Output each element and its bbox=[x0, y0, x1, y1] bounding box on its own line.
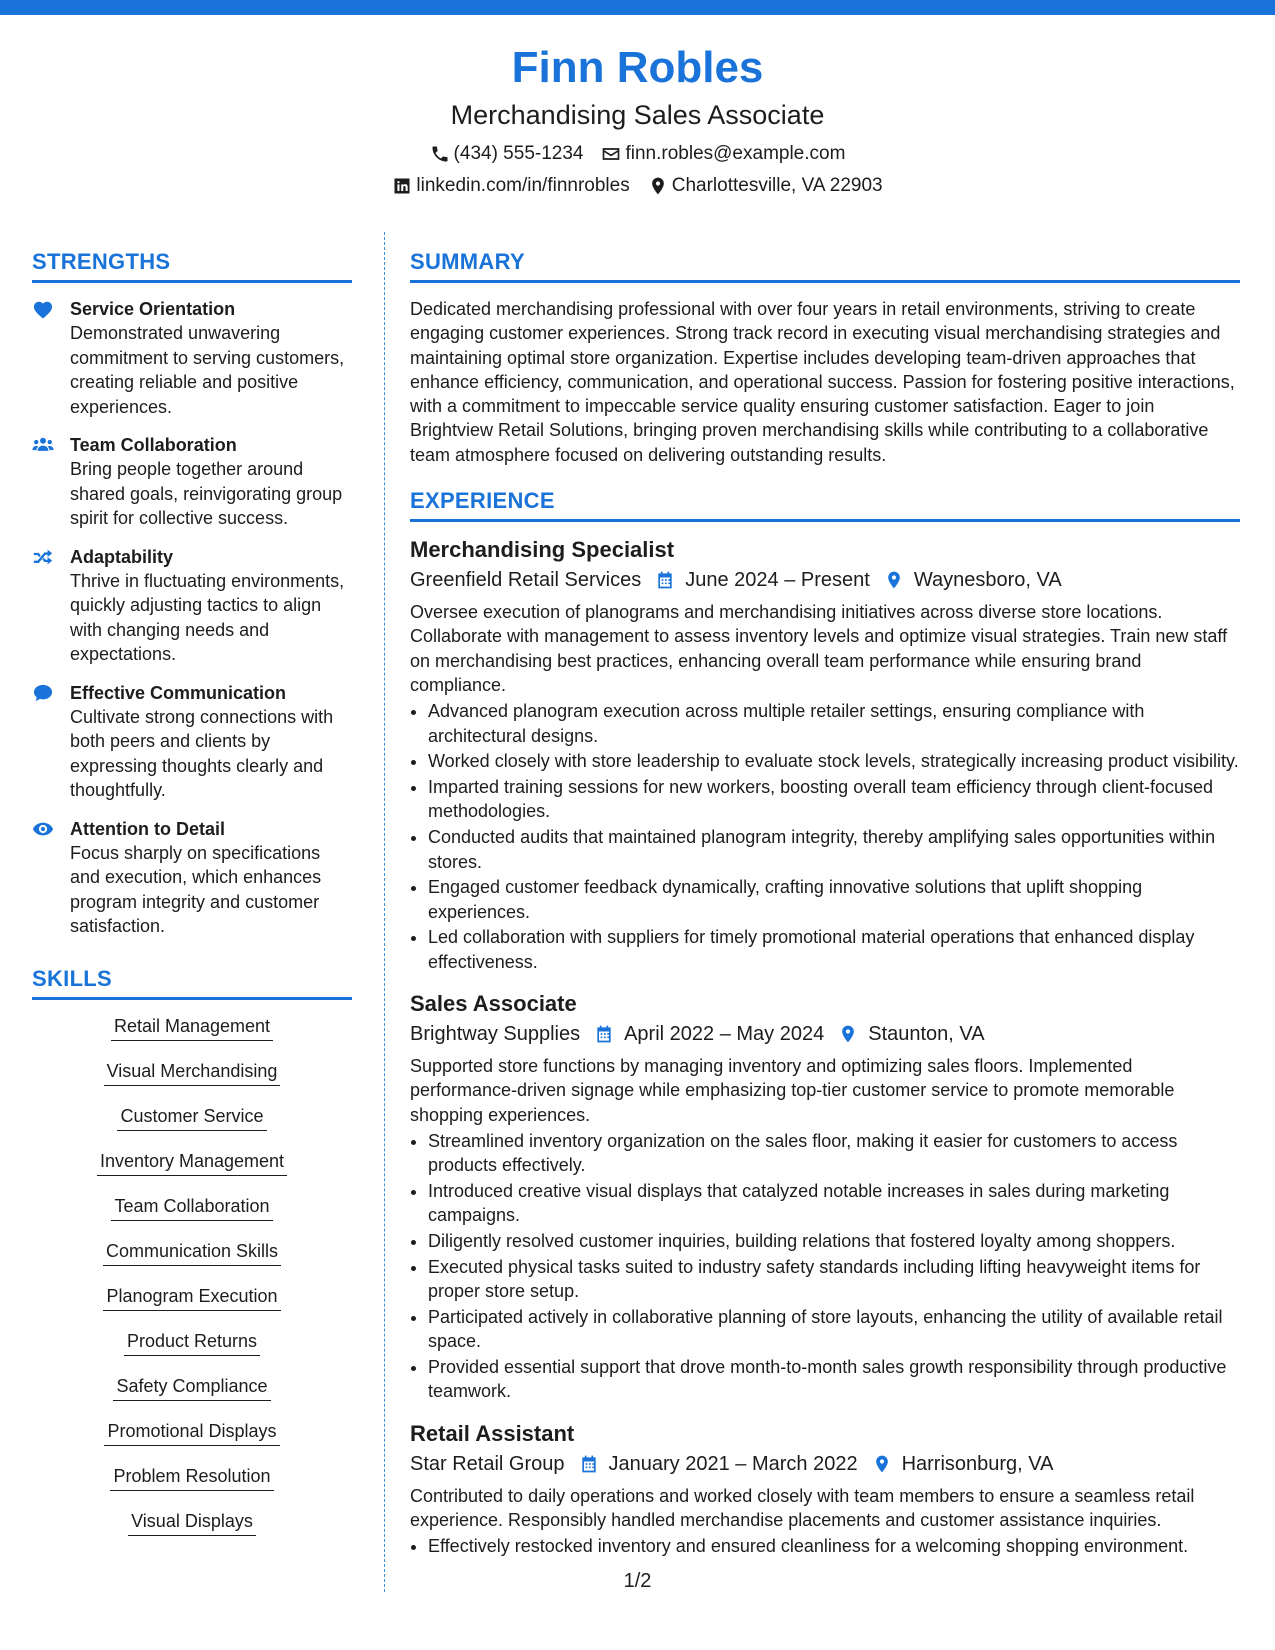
list-item: • Executed physical tasks suited to industry safety standards including lifting heavyweight items for proper store setup. bbox=[428, 1255, 1240, 1304]
job-dates: January 2021 – March 2022 bbox=[608, 1452, 858, 1475]
location-text: Charlottesville, VA 22903 bbox=[671, 175, 883, 196]
map-pin-icon bbox=[838, 1024, 858, 1044]
candidate-name: Finn Robles bbox=[511, 43, 764, 92]
right-column bbox=[410, 248, 1240, 1575]
job-location: Staunton, VA bbox=[868, 1023, 985, 1046]
strengths-heading: STRENGTHS bbox=[32, 248, 352, 283]
skill-tag: Retail Management bbox=[111, 1014, 273, 1041]
skill-tag: Problem Resolution bbox=[110, 1464, 273, 1491]
list-item: • Provided essential support that drove month-to-month sales growth responsibility through productive teamwork. bbox=[428, 1355, 1240, 1404]
strength-item bbox=[32, 433, 352, 531]
job-description: Contributed to daily operations and worked closely with team members to ensure a seamless retail experience. Responsibly handled merchandise placements and customer assistance inquiries. bbox=[410, 1485, 1195, 1530]
job-meta bbox=[410, 1020, 1240, 1048]
list-item: • Participated actively in collaborative planning of store layouts, enhancing the utility of available retail space. bbox=[428, 1305, 1240, 1354]
top-accent-bar bbox=[0, 0, 1275, 15]
heart-icon bbox=[32, 299, 54, 319]
list-item: • Advanced planogram execution across multiple retailer settings, ensuring compliance with architectural designs. bbox=[428, 699, 1240, 748]
linkedin-text: linkedin.com/in/finnrobles bbox=[416, 175, 630, 196]
experience-heading: EXPERIENCE bbox=[410, 487, 1240, 522]
list-item: • Imparted training sessions for new workers, boosting overall team efficiency through client-focused methodologies. bbox=[428, 775, 1240, 824]
job-bullets bbox=[410, 1534, 1240, 1558]
phone-icon bbox=[430, 144, 450, 164]
job-entry bbox=[410, 536, 1240, 974]
calendar-icon bbox=[579, 1454, 599, 1474]
map-pin-icon bbox=[648, 176, 668, 196]
job-meta bbox=[410, 566, 1240, 594]
contact-email[interactable] bbox=[601, 142, 845, 166]
job-role: Sales Associate bbox=[410, 991, 577, 1017]
chat-icon bbox=[32, 683, 54, 703]
strength-item bbox=[32, 681, 352, 803]
summary-text: Dedicated merchandising professional with over four years in retail environments, striving to create engaging customer experiences. Strong track record in executing visual merchandising strategies and maintaining optimal store organization. Expertise includes developing team-driven approaches that enhance efficiency, communication, and operational success. Passion for fostering positive interactions, with a commitment to impeccable service quality ensuring customer satisfaction. Eager to join Brightview Retail Solutions, bringing proven merchandising skills while contributing to a collaborative team atmosphere focused on delivering outstanding results. bbox=[410, 299, 1235, 465]
job-role: Retail Assistant bbox=[410, 1420, 575, 1446]
list-item: • Worked closely with store leadership to evaluate stock levels, strategically increasing product visibility. bbox=[428, 749, 1240, 773]
contact-row-1 bbox=[0, 142, 1275, 166]
job-dates: April 2022 – May 2024 bbox=[624, 1023, 825, 1046]
list-item: • Led collaboration with suppliers for timely promotional material operations that enhanced display effectiveness. bbox=[428, 925, 1240, 974]
strength-desc: Thrive in fluctuating environments, quickly adjusting tactics to align with changing needs and expectations. bbox=[70, 570, 345, 664]
contact-location bbox=[648, 174, 883, 198]
strength-item bbox=[32, 817, 352, 939]
strength-item bbox=[32, 545, 352, 667]
map-pin-icon bbox=[884, 570, 904, 590]
eye-icon bbox=[32, 819, 54, 839]
page-number: 1/2 bbox=[623, 1570, 652, 1592]
list-item: • Diligently resolved customer inquiries, building relations that fostered loyalty among shoppers. bbox=[428, 1229, 1240, 1253]
job-description: Supported store functions by managing inventory and optimizing sales floors. Implemented performance-driven signage while emphasizing top-tier customer service to promote memorable shopping experiences. bbox=[410, 1056, 1175, 1125]
contact-row-2 bbox=[0, 174, 1275, 198]
job-company: Greenfield Retail Services bbox=[410, 569, 642, 592]
list-item: • Effectively restocked inventory and ensured cleanliness for a welcoming shopping environment. bbox=[428, 1534, 1240, 1558]
candidate-title: Merchandising Sales Associate bbox=[450, 100, 825, 130]
job-company: Brightway Supplies bbox=[410, 1023, 581, 1046]
phone-text: (434) 555-1234 bbox=[453, 143, 584, 164]
skill-tag: Safety Compliance bbox=[113, 1374, 270, 1401]
job-description: Oversee execution of planograms and merchandising initiatives across diverse store locations. Collaborate with management to assess inventory levels and optimize visual strategies. Train new staff on merchandising best practices, enhancing overall team performance while ensuring brand compliance. bbox=[410, 602, 1228, 695]
map-pin-icon bbox=[872, 1454, 892, 1474]
strength-desc: Cultivate strong connections with both peers and clients by expressing thoughts clearly and thoughtfully. bbox=[70, 706, 334, 800]
skill-tag: Visual Merchandising bbox=[104, 1059, 281, 1086]
resume-header bbox=[0, 40, 1275, 198]
job-entry bbox=[410, 990, 1240, 1404]
job-location: Waynesboro, VA bbox=[913, 569, 1062, 592]
strength-item bbox=[32, 297, 352, 419]
job-meta bbox=[410, 1450, 1240, 1478]
envelope-icon bbox=[601, 144, 621, 164]
job-bullets bbox=[410, 699, 1240, 974]
skill-tag: Communication Skills bbox=[103, 1239, 281, 1266]
job-bullets bbox=[410, 1129, 1240, 1404]
strength-name: Attention to Detail bbox=[70, 818, 225, 839]
job-company: Star Retail Group bbox=[410, 1452, 565, 1475]
contact-phone bbox=[430, 142, 584, 166]
strength-name: Adaptability bbox=[70, 546, 174, 567]
strength-name: Service Orientation bbox=[70, 299, 236, 319]
column-divider bbox=[384, 232, 385, 1592]
left-column bbox=[32, 248, 352, 1554]
skill-list bbox=[32, 1014, 352, 1554]
shuffle-icon bbox=[32, 547, 54, 567]
list-item: • Introduced creative visual displays that catalyzed notable increases in sales during marketing campaigns. bbox=[428, 1179, 1240, 1228]
skill-tag: Inventory Management bbox=[97, 1149, 287, 1176]
strength-name: Effective Communication bbox=[70, 682, 287, 703]
skill-tag: Visual Displays bbox=[128, 1509, 256, 1536]
email-text: finn.robles@example.com bbox=[625, 143, 846, 164]
summary-heading: SUMMARY bbox=[410, 248, 1240, 283]
strength-desc: Demonstrated unwavering commitment to serving customers, creating reliable and positive experiences. bbox=[70, 323, 345, 417]
skill-tag: Customer Service bbox=[117, 1104, 266, 1131]
strength-desc: Bring people together around shared goals, reinvigorating group spirit for collective success. bbox=[70, 459, 343, 528]
linkedin-icon bbox=[392, 176, 412, 196]
list-item: • Conducted audits that maintained planogram integrity, thereby amplifying sales opportunities within stores. bbox=[428, 825, 1240, 874]
calendar-icon bbox=[594, 1024, 614, 1044]
job-location: Harrisonburg, VA bbox=[901, 1452, 1054, 1475]
skill-tag: Planogram Execution bbox=[103, 1284, 280, 1311]
contact-linkedin[interactable] bbox=[392, 174, 629, 198]
strength-desc: Focus sharply on specifications and execution, which enhances program integrity and customer satisfaction. bbox=[70, 842, 322, 936]
list-item: • Streamlined inventory organization on the sales floor, making it easier for customers to access products effectively. bbox=[428, 1129, 1240, 1178]
users-icon bbox=[32, 435, 54, 455]
job-dates: June 2024 – Present bbox=[685, 569, 870, 592]
skill-tag: Team Collaboration bbox=[111, 1194, 272, 1221]
calendar-icon bbox=[655, 570, 675, 590]
list-item: • Engaged customer feedback dynamically, crafting innovative solutions that uplift shopping experiences. bbox=[428, 875, 1240, 924]
job-entry bbox=[410, 1420, 1240, 1559]
skills-heading: SKILLS bbox=[32, 965, 352, 1000]
job-role: Merchandising Specialist bbox=[410, 537, 675, 563]
strength-name: Team Collaboration bbox=[70, 435, 237, 455]
skill-tag: Product Returns bbox=[124, 1329, 260, 1356]
skill-tag: Promotional Displays bbox=[104, 1419, 279, 1446]
skills-section bbox=[32, 965, 352, 1554]
